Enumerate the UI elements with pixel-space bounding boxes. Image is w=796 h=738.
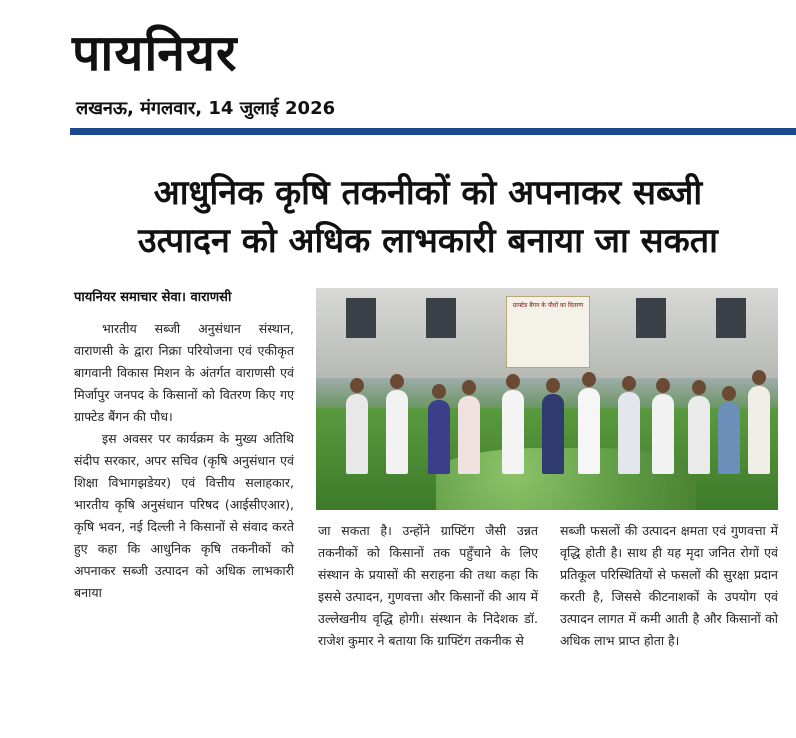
headline-line-1: आधुनिक कृषि तकनीकों को अपनाकर सब्जी bbox=[153, 173, 703, 213]
article-column-1 bbox=[74, 318, 294, 604]
photo-person bbox=[542, 394, 564, 474]
photo-person bbox=[618, 392, 640, 474]
headline-line-2: उत्पादन को अधिक लाभकारी बनाया जा सकता bbox=[138, 220, 718, 261]
article-column-2 bbox=[318, 520, 538, 652]
photo-banner: ग्राफ्टेड बैंगन के पौधों का वितरण bbox=[506, 296, 590, 368]
byline: पायनियर समाचार सेवा। वाराणसी bbox=[74, 290, 232, 305]
article-photo bbox=[316, 288, 778, 510]
photo-person bbox=[578, 388, 600, 474]
photo-person bbox=[748, 386, 770, 474]
paragraph: जा सकता है। उन्होंने ग्राफ्टिंग जैसी उन्नत तकनीकों को किसानों तक पहुँचाने के लिए संस्थान के प्रयासों की सराहना की तथा कहा कि इससे उत्पादन, गुणवत्ता और किसानों की आय में उल्लेखनीय वृद्धि होगी। संस्थान के निदेशक डॉ. राजेश कुमार ने बताया कि ग्राफ्टिंग तकनीक से bbox=[318, 523, 538, 648]
photo-person bbox=[652, 394, 674, 474]
newspaper-masthead: पायनियर bbox=[72, 24, 238, 82]
paragraph: भारतीय सब्जी अनुसंधान संस्थान, वाराणसी के द्वारा निक्रा परियोजना एवं एकीकृत बागवानी विकास मिशन के अंतर्गत वाराणसी एवं मिर्जापुर जनपद के किसानों को वितरण किए गए ग्राफ्टेड बैंगन की पौध। bbox=[74, 321, 294, 424]
article-column-3 bbox=[560, 520, 778, 652]
article-headline bbox=[60, 170, 796, 265]
photo-person bbox=[428, 400, 450, 474]
header-rule bbox=[70, 128, 796, 135]
photo-person bbox=[346, 394, 368, 474]
photo-person bbox=[688, 396, 710, 474]
photo-person bbox=[458, 396, 480, 474]
paragraph: इस अवसर पर कार्यक्रम के मुख्य अतिथि संदीप सरकार, अपर सचिव (कृषि अनुसंधान एवं शिक्षा विभागझडेयर) एवं वित्तीय सलाहकार, भारतीय कृषि अनुसंधान परिषद (आईसीएआर), कृषि भवन, नई दिल्ली ने किसानों से संवाद करते हुए कहा कि आधुनिक कृषि तकनीकों को अपनाकर सब्जी उत्पादन को अधिक लाभकारी बनाया bbox=[74, 431, 294, 600]
paragraph: सब्जी फसलों की उत्पादन क्षमता एवं गुणवत्ता में वृद्धि होती है। साथ ही यह मृदा जनित रोगों एवं प्रतिकूल परिस्थितियों से फसलों की सुरक्षा प्रदान करती है, जिससे कीटनाशकों के उपयोग एवं उत्पादन लागत में कमी आती है और किसानों को अधिक लाभ प्राप्त होता है। bbox=[560, 523, 778, 648]
photo-person bbox=[718, 402, 740, 474]
photo-person bbox=[386, 390, 408, 474]
dateline: लखनऊ, मंगलवार, 14 जुलाई 2026 bbox=[76, 98, 336, 119]
photo-person bbox=[502, 390, 524, 474]
